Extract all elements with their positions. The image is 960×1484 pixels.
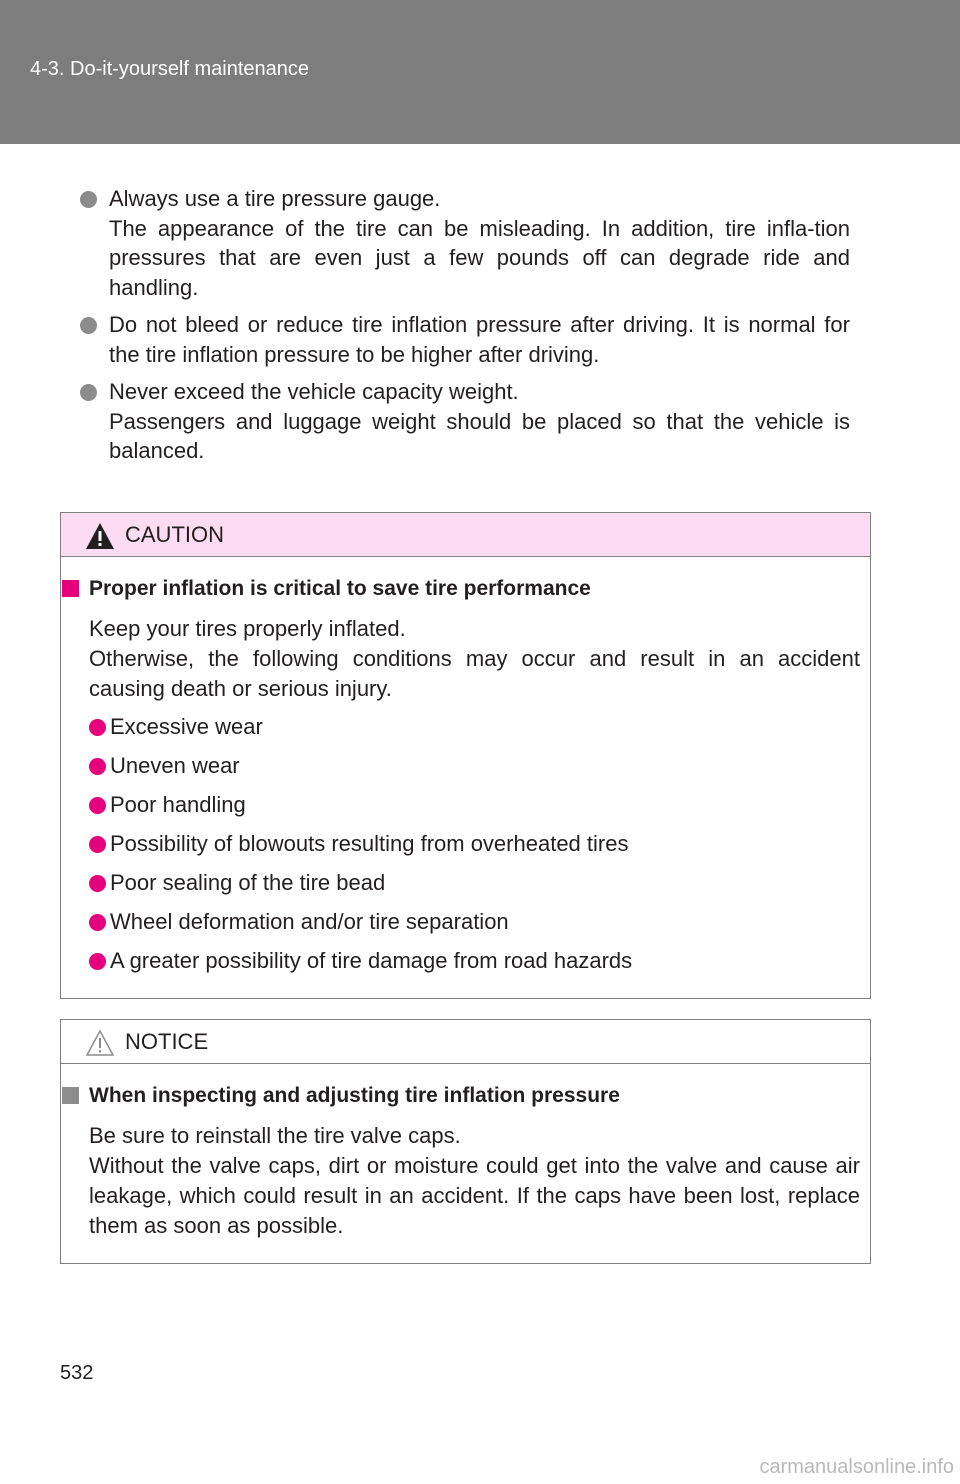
bullet-item (80, 377, 850, 466)
list-item-text: Uneven wear (110, 753, 240, 778)
page-number: 532 (60, 1362, 94, 1384)
intro-bullet-list (80, 184, 850, 474)
bullet-dot-icon (89, 758, 106, 775)
bullet-dot-icon (80, 384, 97, 401)
list-item (89, 868, 860, 898)
caution-intro-line: Otherwise, the following conditions may occur and result in an accident causing death or serious injury. (89, 646, 860, 701)
bullet-dot-icon (89, 836, 106, 853)
list-item (89, 790, 860, 820)
list-item (89, 751, 860, 781)
bullet-dot-icon (89, 719, 106, 736)
list-item-text: Poor sealing of the tire bead (110, 870, 386, 895)
list-item (89, 907, 860, 937)
bullet-item (80, 310, 850, 369)
caution-body (61, 557, 870, 976)
caution-heading-text: Proper inflation is critical to save tire performance (89, 577, 591, 600)
section-title: 4-3. Do-it-yourself maintenance (30, 58, 310, 80)
bullet-dot-icon (89, 797, 106, 814)
notice-body (61, 1064, 870, 1241)
notice-heading-text: When inspecting and adjusting tire inflation pressure (89, 1084, 620, 1107)
list-item-text: Wheel deformation and/or tire separation (110, 909, 509, 934)
notice-heading (61, 1082, 860, 1110)
notice-text (89, 1121, 860, 1241)
warning-triangle-icon (85, 522, 115, 550)
list-item-text: A greater possibility of tire damage from road hazards (110, 948, 633, 973)
caution-title: CAUTION (125, 522, 224, 547)
list-item-text: Possibility of blowouts resulting from overheated tires (110, 831, 629, 856)
caution-intro-line: Keep your tires properly inflated. (89, 616, 406, 641)
bullet-dot-icon (80, 317, 97, 334)
list-item-text: Poor handling (110, 792, 246, 817)
notice-header (61, 1020, 870, 1064)
bullet-dot-icon (89, 875, 106, 892)
watermark: carmanualsonline.info (759, 1456, 954, 1478)
list-item (89, 712, 860, 742)
notice-box (60, 1019, 871, 1264)
bullet-line: Do not bleed or reduce tire inflation pressure after driving. It is normal for the tire inflation pressure to be higher after driving. (109, 312, 850, 367)
bullet-line: Always use a tire pressure gauge. (109, 186, 441, 211)
bullet-dot-icon (89, 953, 106, 970)
list-item (89, 946, 860, 976)
bullet-item (80, 184, 850, 302)
bullet-line: The appearance of the tire can be misleading. In addition, tire infla-tion pressures that are even just a few pounds off can degrade ride and handling. (109, 215, 850, 300)
bullet-line: Passengers and luggage weight should be placed so that the vehicle is balanced. (109, 408, 850, 463)
list-item (89, 829, 860, 859)
bullet-dot-icon (89, 914, 106, 931)
list-item-text: Excessive wear (110, 714, 263, 739)
caution-header (61, 513, 870, 557)
caution-heading (61, 575, 860, 603)
square-bullet-icon (62, 580, 79, 597)
bullet-line: Never exceed the vehicle capacity weight. (109, 379, 519, 404)
caution-box (60, 512, 871, 999)
page-header (0, 0, 960, 144)
bullet-dot-icon (80, 191, 97, 208)
caution-intro (89, 614, 860, 704)
notice-title: NOTICE (125, 1029, 209, 1054)
square-bullet-icon (62, 1087, 79, 1104)
notice-text-line: Without the valve caps, dirt or moisture could get into the valve and cause air leakage, which could result in an accident. If the caps have been lost, replace them as soon as possible. (89, 1153, 860, 1238)
caution-item-list (89, 712, 860, 976)
warning-outline-icon (85, 1029, 115, 1057)
notice-text-line: Be sure to reinstall the tire valve caps. (89, 1123, 461, 1148)
